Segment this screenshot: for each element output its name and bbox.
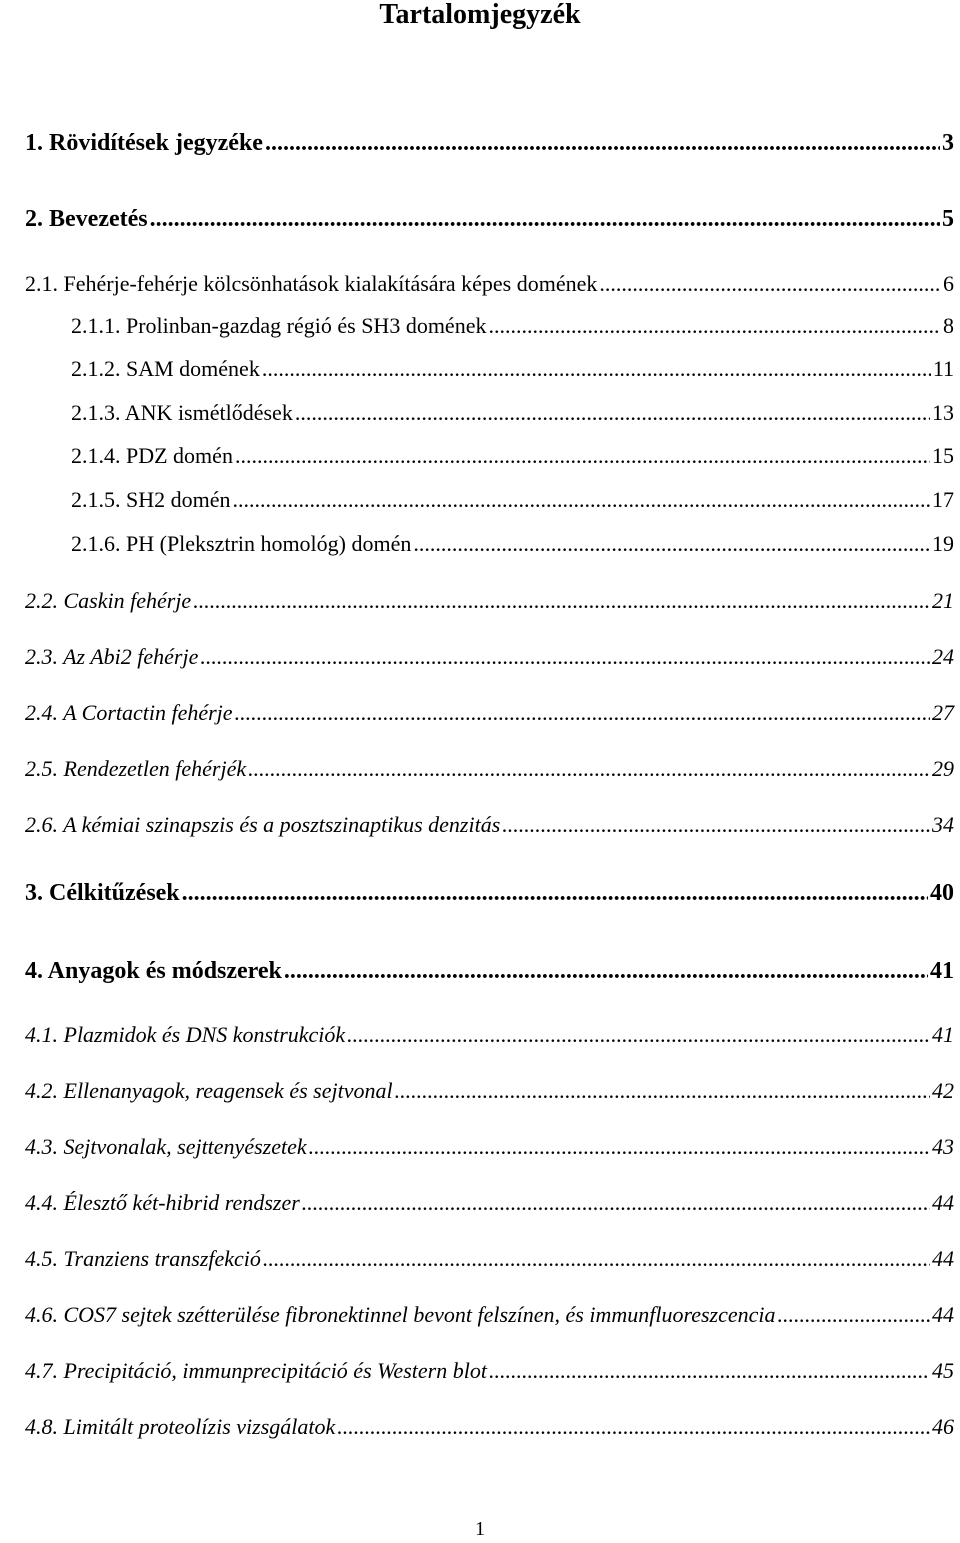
- toc-entry-label: 2.1.2. SAM domének: [71, 356, 260, 381]
- dot-leader: [193, 590, 930, 612]
- toc-entry-page: 6: [943, 271, 954, 296]
- toc-entry-page: 43: [932, 1134, 954, 1159]
- toc-entry[interactable]: [25, 1078, 954, 1104]
- dot-leader: [413, 533, 930, 555]
- toc-entry-page: 24: [932, 644, 954, 669]
- toc-entry-label: 2.3. Az Abi2 fehérje: [25, 644, 199, 669]
- toc-entry-page: 45: [932, 1358, 954, 1383]
- toc-entry-page: 5: [942, 206, 954, 232]
- toc-entry-label: 2.4. A Cortactin fehérje: [25, 700, 233, 725]
- toc-entry-label: 2.1.6. PH (Pleksztrin homológ) domén: [71, 531, 412, 556]
- toc-entry-page: 21: [932, 588, 954, 613]
- toc-entry[interactable]: [25, 1134, 954, 1160]
- toc-entry-label: 4.8. Limitált proteolízis vizsgálatok: [25, 1414, 336, 1439]
- toc-entry-label: 2.1.3. ANK ismétlődések: [71, 400, 293, 425]
- toc-entry-label: 2.1. Fehérje-fehérje kölcsönhatások kialakítására képes domének: [25, 271, 598, 296]
- toc-entry[interactable]: [25, 812, 954, 838]
- dot-leader: [337, 1416, 930, 1438]
- dot-leader: [309, 1136, 930, 1158]
- toc-entry-label: 2.5. Rendezetlen fehérjék: [25, 756, 247, 781]
- toc-entry-label: 2.1.1. Prolinban-gazdag régió és SH3 domének: [71, 313, 487, 338]
- toc-entry-label: 2.2. Caskin fehérje: [25, 588, 192, 613]
- toc-entry-page: 42: [932, 1078, 954, 1103]
- page-title: Tartalomjegyzék: [379, 0, 581, 30]
- dot-leader: [284, 959, 928, 983]
- toc-entry-label: 4.5. Tranziens transzfekció: [25, 1246, 261, 1271]
- toc-entry-page: 41: [930, 958, 954, 984]
- toc-entry-label: 2. Bevezetés: [25, 206, 148, 232]
- dot-leader: [235, 702, 930, 724]
- dot-leader: [395, 1080, 930, 1102]
- toc-entry[interactable]: [25, 1302, 954, 1328]
- toc-entry-page: 44: [932, 1190, 954, 1215]
- toc-entry[interactable]: [25, 271, 954, 297]
- toc-entry-page: 3: [942, 130, 954, 156]
- page-number: 1: [475, 1518, 485, 1540]
- toc-entry-label: 4.7. Precipitáció, immunprecipitáció és Western blot: [25, 1358, 487, 1383]
- toc-entry[interactable]: [71, 443, 954, 469]
- dot-leader: [347, 1024, 930, 1046]
- dot-leader: [778, 1304, 931, 1326]
- toc-entry[interactable]: [71, 487, 954, 513]
- toc-entry[interactable]: [25, 644, 954, 670]
- toc-entry-page: 13: [932, 400, 954, 425]
- dot-leader: [599, 273, 941, 295]
- toc-entry-label: 1. Rövidítések jegyzéke: [25, 130, 263, 156]
- toc-entry[interactable]: [25, 958, 954, 985]
- toc-entry[interactable]: [71, 313, 954, 339]
- toc-entry[interactable]: [25, 700, 954, 726]
- dot-leader: [262, 358, 931, 380]
- toc-entry[interactable]: [25, 1246, 954, 1272]
- toc-entry[interactable]: [71, 400, 954, 426]
- toc-entry-label: 2.1.5. SH2 domén: [71, 487, 231, 512]
- toc-entry-page: 8: [943, 313, 954, 338]
- dot-leader: [200, 646, 930, 668]
- dot-leader: [489, 1360, 930, 1382]
- toc-entry[interactable]: [25, 1022, 954, 1048]
- dot-leader: [302, 1192, 930, 1214]
- toc-entry-label: 4.2. Ellenanyagok, reagensek és sejtvonal: [25, 1078, 393, 1103]
- toc-entry-label: 4.3. Sejtvonalak, sejttenyészetek: [25, 1134, 307, 1159]
- toc-entry-page: 27: [932, 700, 954, 725]
- dot-leader: [248, 758, 930, 780]
- dot-leader: [233, 489, 931, 511]
- dot-leader: [182, 881, 928, 905]
- toc-entry[interactable]: [25, 756, 954, 782]
- toc-entry[interactable]: [25, 206, 954, 233]
- toc-entry[interactable]: [25, 1358, 954, 1384]
- toc-entry-page: 46: [932, 1414, 954, 1439]
- toc-entry[interactable]: [25, 588, 954, 614]
- toc-entry-label: 4. Anyagok és módszerek: [25, 958, 282, 984]
- toc-entry-page: 40: [930, 880, 954, 906]
- toc-entry[interactable]: [25, 1190, 954, 1216]
- dot-leader: [150, 207, 940, 231]
- toc-entry-page: 34: [932, 812, 954, 837]
- toc-entry-label: 4.4. Élesztő két-hibrid rendszer: [25, 1190, 300, 1215]
- toc-entry-label: 4.1. Plazmidok és DNS konstrukciók: [25, 1022, 346, 1047]
- toc-entry-page: 17: [932, 487, 954, 512]
- dot-leader: [488, 315, 941, 337]
- dot-leader: [265, 131, 940, 155]
- toc-entry[interactable]: [71, 356, 954, 382]
- toc-entry-page: 44: [932, 1302, 954, 1327]
- toc-entry[interactable]: [25, 130, 954, 157]
- toc-entry[interactable]: [25, 880, 954, 907]
- toc-entry-label: 2.1.4. PDZ domén: [71, 443, 233, 468]
- toc-entry-page: 29: [932, 756, 954, 781]
- toc-entry[interactable]: [71, 531, 954, 557]
- dot-leader: [263, 1248, 930, 1270]
- toc-entry-page: 44: [932, 1246, 954, 1271]
- dot-leader: [295, 402, 930, 424]
- toc-entry[interactable]: [25, 1414, 954, 1440]
- toc-entry-page: 11: [932, 356, 954, 381]
- toc-entry-label: 4.6. COS7 sejtek szétterülése fibronektinnel bevont felszínen, és immunfluoreszcencia: [25, 1302, 776, 1327]
- toc-entry-label: 3. Célkitűzések: [25, 880, 180, 906]
- toc-entry-label: 2.6. A kémiai szinapszis és a posztszinaptikus denzitás: [25, 812, 501, 837]
- toc-entry-page: 41: [932, 1022, 954, 1047]
- dot-leader: [502, 814, 930, 836]
- dot-leader: [235, 445, 930, 467]
- toc-entry-page: 15: [932, 443, 954, 468]
- toc-entry-page: 19: [932, 531, 954, 556]
